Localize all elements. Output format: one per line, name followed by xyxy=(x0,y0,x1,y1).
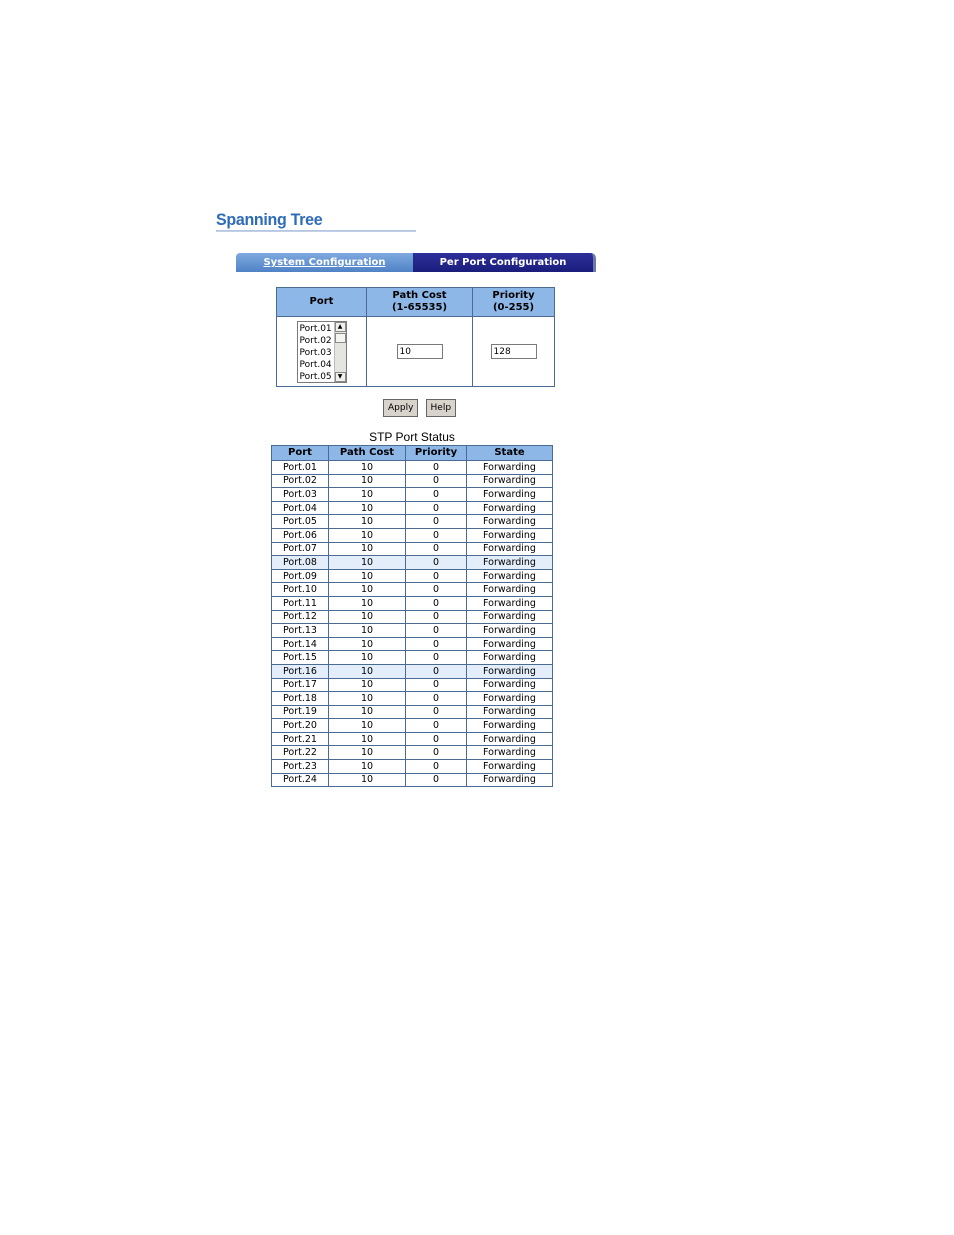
status-priority-cell: 0 xyxy=(406,556,467,570)
status-port-cell: Port.15 xyxy=(272,651,329,665)
status-path-cost-cell: 10 xyxy=(329,569,406,583)
status-priority-cell: 0 xyxy=(406,719,467,733)
status-state-cell: Forwarding xyxy=(467,596,553,610)
status-path-cost-cell: 10 xyxy=(329,732,406,746)
status-path-cost-cell: 10 xyxy=(329,692,406,706)
status-header-path-cost: Path Cost xyxy=(329,446,406,461)
status-path-cost-cell: 10 xyxy=(329,528,406,542)
port-option[interactable]: Port.05 xyxy=(299,371,332,382)
status-priority-cell: 0 xyxy=(406,542,467,556)
status-port-cell: Port.04 xyxy=(272,501,329,515)
status-priority-cell: 0 xyxy=(406,610,467,624)
table-row xyxy=(272,678,553,692)
help-button[interactable]: Help xyxy=(426,399,457,417)
table-row xyxy=(272,760,553,774)
status-state-cell: Forwarding xyxy=(467,542,553,556)
status-state-cell: Forwarding xyxy=(467,474,553,488)
config-header-row xyxy=(277,288,555,317)
table-row xyxy=(272,528,553,542)
header-path-cost-range: (1-65535) xyxy=(391,302,448,313)
status-header-state: State xyxy=(467,446,553,461)
status-priority-cell: 0 xyxy=(406,461,467,475)
status-priority-cell: 0 xyxy=(406,760,467,774)
port-list-items xyxy=(300,323,332,383)
table-row xyxy=(272,488,553,502)
status-path-cost-cell: 10 xyxy=(329,664,406,678)
status-state-cell: Forwarding xyxy=(467,746,553,760)
table-row xyxy=(272,624,553,638)
status-state-cell: Forwarding xyxy=(467,719,553,733)
status-priority-cell: 0 xyxy=(406,583,467,597)
stp-port-status-table xyxy=(271,445,553,787)
status-port-cell: Port.07 xyxy=(272,542,329,556)
status-state-cell: Forwarding xyxy=(467,488,553,502)
status-path-cost-cell: 10 xyxy=(329,474,406,488)
tab-system-configuration[interactable]: System Configuration xyxy=(236,253,413,272)
table-row xyxy=(272,773,553,787)
status-path-cost-cell: 10 xyxy=(329,583,406,597)
status-priority-cell: 0 xyxy=(406,746,467,760)
status-path-cost-cell: 10 xyxy=(329,719,406,733)
port-option[interactable]: Port.03 xyxy=(299,347,332,358)
status-path-cost-cell: 10 xyxy=(329,461,406,475)
table-row xyxy=(272,556,553,570)
status-state-cell: Forwarding xyxy=(467,664,553,678)
status-path-cost-cell: 10 xyxy=(329,760,406,774)
apply-button[interactable]: Apply xyxy=(383,399,418,417)
status-path-cost-cell: 10 xyxy=(329,624,406,638)
port-listbox-scrollbar[interactable] xyxy=(334,322,346,382)
status-port-cell: Port.14 xyxy=(272,637,329,651)
status-port-cell: Port.22 xyxy=(272,746,329,760)
table-row xyxy=(272,664,553,678)
status-port-cell: Port.20 xyxy=(272,719,329,733)
status-state-cell: Forwarding xyxy=(467,461,553,475)
status-priority-cell: 0 xyxy=(406,488,467,502)
status-port-cell: Port.10 xyxy=(272,583,329,597)
status-priority-cell: 0 xyxy=(406,528,467,542)
status-path-cost-cell: 10 xyxy=(329,515,406,529)
status-state-cell: Forwarding xyxy=(467,637,553,651)
status-priority-cell: 0 xyxy=(406,678,467,692)
status-path-cost-cell: 10 xyxy=(329,610,406,624)
status-path-cost-cell: 10 xyxy=(329,501,406,515)
status-port-cell: Port.17 xyxy=(272,678,329,692)
per-port-config-table xyxy=(276,287,555,387)
port-option[interactable]: Port.01 xyxy=(299,323,332,334)
status-port-cell: Port.02 xyxy=(272,474,329,488)
header-port-label: Port xyxy=(309,296,334,307)
status-port-cell: Port.16 xyxy=(272,664,329,678)
status-priority-cell: 0 xyxy=(406,732,467,746)
status-priority-cell: 0 xyxy=(406,474,467,488)
status-path-cost-cell: 10 xyxy=(329,773,406,787)
status-port-cell: Port.08 xyxy=(272,556,329,570)
header-priority-label: Priority xyxy=(492,290,535,301)
status-state-cell: Forwarding xyxy=(467,692,553,706)
table-row xyxy=(272,651,553,665)
config-input-row xyxy=(277,317,555,387)
scroll-down-arrow-icon[interactable]: ▼ xyxy=(335,372,346,382)
status-port-cell: Port.12 xyxy=(272,610,329,624)
path-cost-input[interactable] xyxy=(397,344,443,359)
port-select-cell xyxy=(277,317,367,387)
status-state-cell: Forwarding xyxy=(467,528,553,542)
status-port-cell: Port.05 xyxy=(272,515,329,529)
status-path-cost-cell: 10 xyxy=(329,556,406,570)
path-cost-cell xyxy=(367,317,473,387)
status-table-body xyxy=(272,461,553,787)
status-state-cell: Forwarding xyxy=(467,624,553,638)
status-priority-cell: 0 xyxy=(406,692,467,706)
table-row xyxy=(272,610,553,624)
status-priority-cell: 0 xyxy=(406,501,467,515)
status-path-cost-cell: 10 xyxy=(329,678,406,692)
status-port-cell: Port.01 xyxy=(272,461,329,475)
table-row xyxy=(272,732,553,746)
port-listbox[interactable] xyxy=(297,321,347,383)
status-header-port: Port xyxy=(272,446,329,461)
status-state-cell: Forwarding xyxy=(467,583,553,597)
status-path-cost-cell: 10 xyxy=(329,705,406,719)
status-priority-cell: 0 xyxy=(406,569,467,583)
status-state-cell: Forwarding xyxy=(467,556,553,570)
status-path-cost-cell: 10 xyxy=(329,542,406,556)
scroll-up-arrow-icon[interactable]: ▲ xyxy=(335,322,346,332)
status-port-cell: Port.18 xyxy=(272,692,329,706)
status-port-cell: Port.21 xyxy=(272,732,329,746)
header-priority-range: (0-255) xyxy=(492,302,535,313)
status-state-cell: Forwarding xyxy=(467,569,553,583)
status-path-cost-cell: 10 xyxy=(329,746,406,760)
status-port-cell: Port.24 xyxy=(272,773,329,787)
status-priority-cell: 0 xyxy=(406,664,467,678)
table-row xyxy=(272,692,553,706)
status-state-cell: Forwarding xyxy=(467,678,553,692)
status-priority-cell: 0 xyxy=(406,651,467,665)
scroll-thumb[interactable] xyxy=(335,333,346,343)
status-state-cell: Forwarding xyxy=(467,705,553,719)
status-port-cell: Port.06 xyxy=(272,528,329,542)
status-path-cost-cell: 10 xyxy=(329,596,406,610)
status-state-cell: Forwarding xyxy=(467,732,553,746)
table-row xyxy=(272,501,553,515)
status-state-cell: Forwarding xyxy=(467,760,553,774)
status-path-cost-cell: 10 xyxy=(329,488,406,502)
status-state-cell: Forwarding xyxy=(467,515,553,529)
status-priority-cell: 0 xyxy=(406,515,467,529)
status-path-cost-cell: 10 xyxy=(329,637,406,651)
table-row xyxy=(272,569,553,583)
header-port xyxy=(277,288,367,317)
table-row xyxy=(272,705,553,719)
config-tabs xyxy=(236,253,596,272)
status-state-cell: Forwarding xyxy=(467,773,553,787)
table-row xyxy=(272,596,553,610)
status-priority-cell: 0 xyxy=(406,705,467,719)
page-title: Spanning Tree xyxy=(216,212,416,232)
header-path-cost xyxy=(367,288,473,317)
status-port-cell: Port.13 xyxy=(272,624,329,638)
table-row xyxy=(272,719,553,733)
status-priority-cell: 0 xyxy=(406,596,467,610)
table-row xyxy=(272,542,553,556)
status-path-cost-cell: 10 xyxy=(329,651,406,665)
stp-status-title: STP Port Status xyxy=(369,430,455,444)
status-port-cell: Port.19 xyxy=(272,705,329,719)
tab-per-port-configuration[interactable]: Per Port Configuration xyxy=(413,253,596,272)
header-path-cost-label: Path Cost xyxy=(392,290,447,301)
status-priority-cell: 0 xyxy=(406,773,467,787)
status-port-cell: Port.03 xyxy=(272,488,329,502)
status-header-priority: Priority xyxy=(406,446,467,461)
port-option[interactable]: Port.04 xyxy=(299,359,332,370)
table-row xyxy=(272,474,553,488)
status-port-cell: Port.23 xyxy=(272,760,329,774)
action-buttons xyxy=(383,399,458,418)
status-priority-cell: 0 xyxy=(406,624,467,638)
table-row xyxy=(272,461,553,475)
table-row xyxy=(272,515,553,529)
status-state-cell: Forwarding xyxy=(467,501,553,515)
status-state-cell: Forwarding xyxy=(467,610,553,624)
status-priority-cell: 0 xyxy=(406,637,467,651)
port-option[interactable]: Port.02 xyxy=(299,335,332,346)
status-header-row xyxy=(272,446,553,461)
status-port-cell: Port.09 xyxy=(272,569,329,583)
table-row xyxy=(272,637,553,651)
table-row xyxy=(272,746,553,760)
status-state-cell: Forwarding xyxy=(467,651,553,665)
table-row xyxy=(272,583,553,597)
header-priority xyxy=(473,288,555,317)
priority-cell xyxy=(473,317,555,387)
priority-input[interactable] xyxy=(491,344,537,359)
status-port-cell: Port.11 xyxy=(272,596,329,610)
